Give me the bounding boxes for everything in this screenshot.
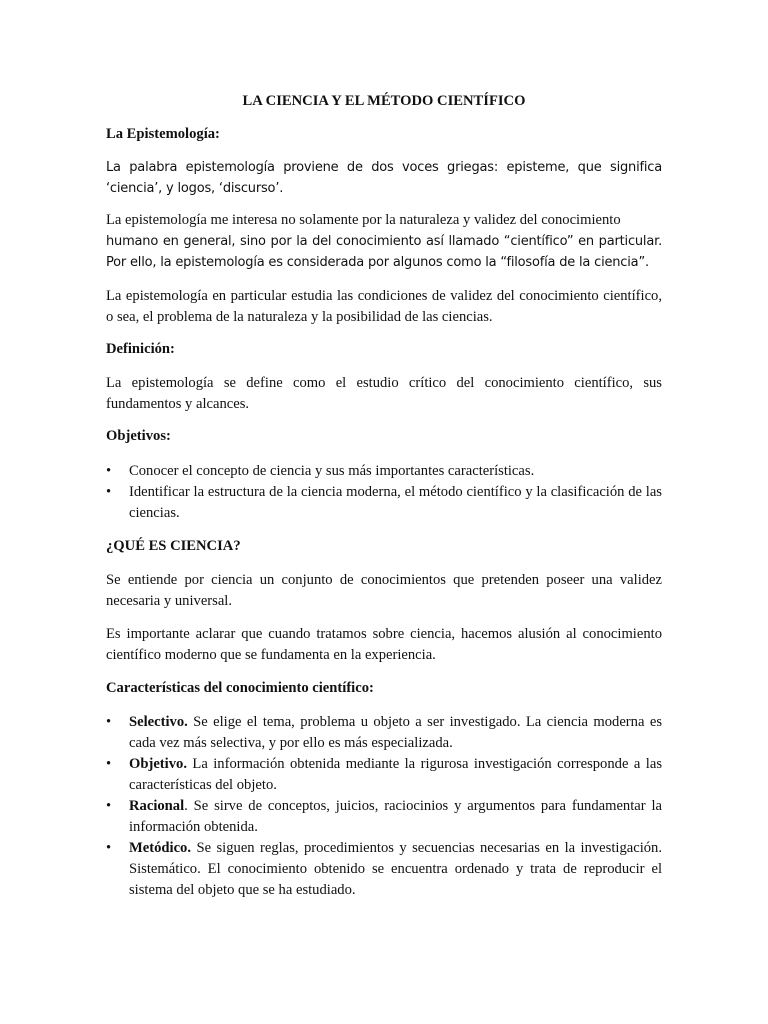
bullet-icon: • [106, 840, 112, 856]
paragraph-clarification: Es importante aclarar que cuando tratamos sobre ciencia, hacemos alusión al conocimiento científico moderno que se fundamenta en la experiencia. [106, 626, 662, 663]
heading-epistemologia: La Epistemología: [106, 126, 220, 142]
characteristic-text: Se siguen reglas, procedimientos y secuencias necesarias en la investigación. Sistemático. El conocimiento obtenido se encuentra ordenado y trata de reproducir el sistema del objeto que se ha estudiado. [129, 840, 662, 898]
objectives-list [106, 461, 662, 524]
paragraph-interest-line1: La epistemología me interesa no solamente por la naturaleza y validez del conocimiento [106, 212, 621, 228]
objective-text: Conocer el concepto de ciencia y sus más importantes características. [129, 463, 535, 479]
heading-que-es-ciencia: ¿QUÉ ES CIENCIA? [106, 538, 241, 554]
heading-caracteristicas: Características del conocimiento científico: [106, 680, 374, 696]
list-item [106, 796, 662, 838]
paragraph-science-definition: Se entiende por ciencia un conjunto de conocimientos que pretenden poseer una validez necesaria y universal. [106, 572, 662, 609]
heading-objetivos: Objetivos: [106, 428, 171, 444]
paragraph-interest [106, 210, 662, 273]
characteristic-text: Se elige el tema, problema u objeto a ser investigado. La ciencia moderna es cada vez más selectiva, y por ello es más especializada. [129, 714, 662, 751]
list-item [106, 838, 662, 901]
characteristic-term: Metódico. [129, 840, 192, 856]
characteristic-term: Objetivo. [129, 756, 187, 772]
bullet-icon: • [106, 714, 112, 730]
objective-text: Identificar la estructura de la ciencia moderna, el método científico y la clasificación de las ciencias. [129, 484, 662, 521]
characteristic-text: . Se sirve de conceptos, juicios, raciocinios y argumentos para fundamentar la información obtenida. [129, 798, 662, 835]
bullet-icon: • [106, 484, 112, 500]
bullet-icon: • [106, 798, 112, 814]
list-item [106, 712, 662, 754]
paragraph-definition: La epistemología se define como el estudio crítico del conocimiento científico, sus fundamentos y alcances. [106, 375, 662, 412]
bullet-icon: • [106, 756, 112, 772]
characteristic-text: La información obtenida mediante la rigurosa investigación corresponde a las características del objeto. [129, 756, 662, 793]
characteristic-term: Racional [129, 798, 185, 814]
heading-definicion: Definición: [106, 341, 175, 357]
page-title: LA CIENCIA Y EL MÉTODO CIENTÍFICO [242, 93, 526, 109]
paragraph-interest-rest: humano en general, sino por la del conocimiento así llamado “científico” en particular. Por ello, la epistemología es considerada por algunos como la “filosofía de la ciencia”. [106, 234, 662, 270]
paragraph-etymology: La palabra epistemología proviene de dos voces griegas: episteme, que significa ‘ciencia’, y logos, ‘discurso’. [106, 160, 662, 196]
list-item [106, 482, 662, 524]
characteristics-list [106, 712, 662, 901]
characteristic-term: Selectivo. [129, 714, 188, 730]
list-item [106, 461, 662, 482]
bullet-icon: • [106, 463, 112, 479]
paragraph-conditions: La epistemología en particular estudia las condiciones de validez del conocimiento científico, o sea, el problema de la naturaleza y la posibilidad de las ciencias. [106, 288, 662, 325]
list-item [106, 754, 662, 796]
